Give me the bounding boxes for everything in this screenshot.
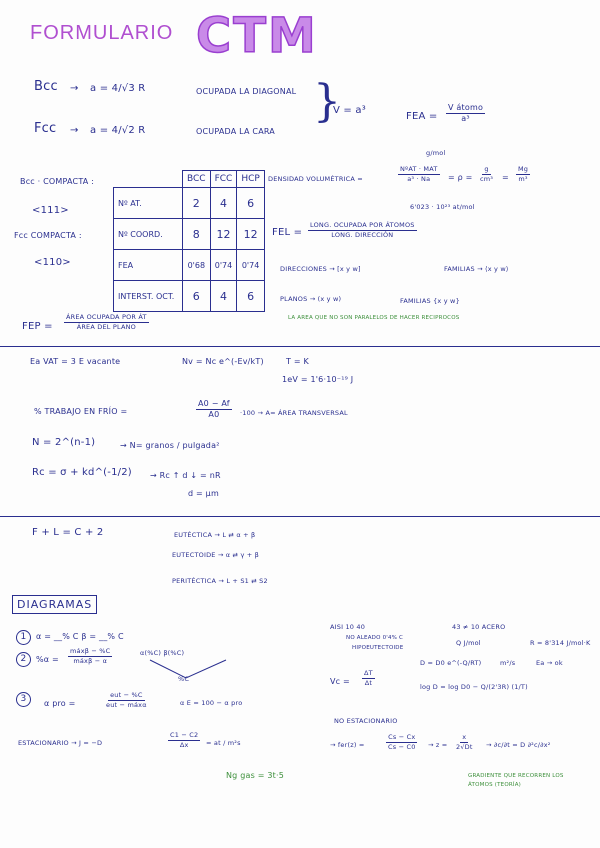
steel-note: 43 ≠ 10 ACERO xyxy=(452,623,506,631)
fcc-compact-dir: <110> xyxy=(34,257,71,268)
unit-numerator: Mg xyxy=(518,165,529,173)
steady-state-fraction xyxy=(168,732,200,748)
structure-properties-table xyxy=(113,170,265,312)
table-cell: 4 xyxy=(210,188,237,219)
cold-work-label: % TRABAJO EN FRÍO = xyxy=(34,407,128,416)
erf-numerator: Cs − Cx xyxy=(388,733,416,741)
table-cell: 6 xyxy=(237,281,264,312)
bcc-formula: a = 4/√3 R xyxy=(90,83,146,94)
cooling-rate-fraction xyxy=(362,670,375,686)
lever-rule-label: %α = xyxy=(36,655,59,664)
fel-label: FEL = xyxy=(272,227,303,238)
error-function-fraction xyxy=(386,734,418,750)
number-circle-icon: 2 xyxy=(16,652,31,667)
vacancy-count: Nv = Nc e^(-Ev/kT) xyxy=(182,357,264,366)
fel-denominator: LONG. DIRECCIÓN xyxy=(331,230,394,239)
lever-denominator: máxβ − α xyxy=(73,656,108,665)
table-row xyxy=(114,281,265,312)
number-circle-icon: 3 xyxy=(16,692,31,707)
proeutectic-fraction xyxy=(104,692,149,708)
ctm-logo: CTM xyxy=(196,8,318,64)
table-cell: 0'74 xyxy=(237,250,264,281)
eutectic-reaction: EUTÉCTICA → L ⇄ α + β xyxy=(174,531,256,539)
z-label: → z = xyxy=(428,741,448,749)
table-cell: 12 xyxy=(237,219,264,250)
cold-work-rest: ·100 → A= ÁREA TRANSVERSAL xyxy=(240,409,348,417)
hall-petch-relation: → Rc ↑ d ↓ = nR xyxy=(150,471,221,480)
peritectic-reaction: PERITÉCTICA → L + S1 ⇄ S2 xyxy=(172,577,268,585)
table-cell: 8 xyxy=(183,219,211,250)
proeutectic-numerator: eut − %C xyxy=(110,691,143,699)
vacancy-energy: Ea VAT = 3 E vacante xyxy=(30,357,121,366)
cold-work-fraction xyxy=(196,400,232,419)
diffusion-equation: D = D0 e^(-Q/RT) xyxy=(420,659,482,667)
grain-number-eq: N = 2^(n-1) xyxy=(32,437,96,448)
number-circle-icon: 1 xyxy=(16,630,31,645)
density-units-1 xyxy=(478,166,495,182)
fel-numerator: LONG. OCUPADA POR ÁTOMOS xyxy=(310,221,415,229)
table-header-row xyxy=(114,171,265,188)
fea-label: FEA = xyxy=(406,111,438,122)
avogadro-note: 6'023 · 10²³ at/mol xyxy=(410,203,475,211)
unit-denominator: m³ xyxy=(518,174,528,183)
non-steady-state-label: NO ESTACIONARIO xyxy=(334,717,398,725)
table-header-cell: BCC xyxy=(183,171,211,188)
gas-note: Ng gas = 3t·5 xyxy=(226,771,285,780)
grain-size-unit: d = μm xyxy=(188,489,219,498)
item-1 xyxy=(16,630,31,645)
z-fraction xyxy=(454,734,475,750)
right-brace-icon: } xyxy=(313,76,341,127)
unit-denominator: cm³ xyxy=(480,174,494,183)
fick-second-law: → ∂c/∂t = D ∂²c/∂x² xyxy=(486,741,551,749)
fep-numerator: ÁREA OCUPADA POR ÁT xyxy=(66,313,147,321)
cooling-numerator: ΔT xyxy=(364,669,373,677)
cooling-rate-label: Vc = xyxy=(330,677,350,686)
fcc-label: Fcc xyxy=(34,121,57,136)
page-title: FORMULARIO xyxy=(30,22,174,44)
table-row xyxy=(114,250,265,281)
arrow-icon: → xyxy=(70,125,79,136)
aisi-code: AISI 10 40 xyxy=(330,623,366,631)
bcc-compact-dir: <111> xyxy=(32,205,69,216)
lever-axis-label: %C xyxy=(178,675,190,683)
table-cell: 0'68 xyxy=(183,250,211,281)
item-3 xyxy=(16,692,31,707)
bcc-label: Bcc xyxy=(34,79,58,94)
cold-work-denominator: A0 xyxy=(208,410,220,419)
table-row xyxy=(114,188,265,219)
table-row-header: FEA xyxy=(114,250,183,281)
table-cell: 12 xyxy=(210,219,237,250)
table-header-cell xyxy=(114,171,183,188)
ea-note: Ea → ok xyxy=(536,659,563,667)
table-cell: 0'74 xyxy=(210,250,237,281)
fep-fraction xyxy=(64,314,149,330)
phase-composition: α = __% C β = __% C xyxy=(36,632,124,641)
table-header-cell: HCP xyxy=(237,171,264,188)
bcc-compact-label: Bcc · COMPACTA : xyxy=(20,177,95,186)
cold-work-numerator: A0 − Af xyxy=(198,399,230,408)
z-numerator: x xyxy=(462,733,467,741)
steady-denominator: Δx xyxy=(179,740,189,749)
volume-formula: V = a³ xyxy=(333,105,366,116)
steady-numerator: C1 − C2 xyxy=(170,731,199,739)
section-divider xyxy=(0,346,600,347)
fep-denominator: ÁREA DEL PLANO xyxy=(76,322,136,331)
fea-fraction xyxy=(446,104,485,123)
grain-number-rest: → N= granos / pulgada² xyxy=(120,441,220,450)
section-divider xyxy=(0,516,600,517)
lever-sides: α(%C) β(%C) xyxy=(140,649,185,657)
gas-constant: R = 8'314 J/mol·K xyxy=(530,639,591,647)
fcc-compact-label: Fcc COMPACTA : xyxy=(14,231,82,240)
activation-energy: Q J/mol xyxy=(456,639,481,647)
fep-label: FEP = xyxy=(22,321,53,332)
table-row-header: Nº AT. xyxy=(114,188,183,219)
table-cell: 4 xyxy=(210,281,237,312)
table-cell: 6 xyxy=(237,188,264,219)
proeutectic-denominator: eut − máxα xyxy=(106,700,147,709)
density-label: DENSIDAD VOLUMÉTRICA = xyxy=(268,175,363,183)
rho-symbol: = ρ = xyxy=(448,173,473,182)
fcc-note: OCUPADA LA CARA xyxy=(196,127,275,136)
bcc-note: OCUPADA LA DIAGONAL xyxy=(196,87,297,96)
table-cell: 2 xyxy=(183,188,211,219)
lever-sketch xyxy=(146,656,236,682)
table-row-header: Nº COORD. xyxy=(114,219,183,250)
hypoeutectoid-label: HIPOEUTECTOIDE xyxy=(352,645,404,651)
table-row xyxy=(114,219,265,250)
plane-families: FAMILIAS {x y w} xyxy=(400,297,460,305)
proeutectic-label: α pro = xyxy=(44,699,76,708)
planes: PLANOS → (x y w) xyxy=(280,295,342,303)
directions: DIRECCIONES → [x y w] xyxy=(280,265,361,273)
eutectoid-reaction: EUTECTOIDE → α ⇄ γ + β xyxy=(172,551,260,559)
fcc-formula: a = 4/√2 R xyxy=(90,125,146,136)
density-units-2 xyxy=(516,166,530,182)
density-numerator: NºAT · MAT xyxy=(400,165,438,173)
gibbs-phase-rule: F + L = C + 2 xyxy=(32,527,104,538)
table-row-header: INTERST. OCT. xyxy=(114,281,183,312)
z-denominator: 2√Dt xyxy=(456,742,473,751)
density-fraction xyxy=(398,166,440,182)
green-note: LA AREA QUE NO SON PARALELOS DE HACER RECIPROCOS xyxy=(288,315,460,321)
item-2 xyxy=(16,652,31,667)
diagrams-heading: DIAGRAMAS xyxy=(12,595,97,614)
ev-conversion: 1eV = 1'6·10⁻¹⁹ J xyxy=(282,375,354,384)
gradient-note: GRADIENTE QUE RECORREN LOS ÁTOMOS (TEORÍA) xyxy=(468,773,564,788)
aisi-sub: NO ALEADO 0'4% C xyxy=(346,635,404,641)
erf-denominator: Cs − C0 xyxy=(388,742,416,751)
fea-denominator: a³ xyxy=(461,114,470,123)
fel-fraction xyxy=(308,222,417,238)
diffusion-units: m²/s xyxy=(500,659,516,667)
cooling-denominator: Δt xyxy=(364,678,373,687)
eutectic-alpha: α E = 100 − α pro xyxy=(180,699,243,707)
density-denominator: a³ · Na xyxy=(407,174,431,183)
lever-rule-fraction xyxy=(68,648,112,664)
steady-state-units: = at / m²s xyxy=(206,739,241,747)
log-diffusion: log D = log D0 − Q/(2'3R) (1/T) xyxy=(420,683,528,691)
error-function-label: → fer(z) = xyxy=(330,741,365,749)
table-header-cell: FCC xyxy=(210,171,237,188)
fea-numerator: V átomo xyxy=(448,103,484,112)
gmol-note: g/mol xyxy=(426,149,446,157)
unit-numerator: g xyxy=(484,165,489,173)
equals-sign: = xyxy=(502,173,509,182)
lever-numerator: máxβ − %C xyxy=(70,647,111,655)
table-cell: 6 xyxy=(183,281,211,312)
steady-state-label: ESTACIONARIO → J = −D xyxy=(18,739,103,747)
temperature-unit: T = K xyxy=(286,357,309,366)
direction-families: FAMILIAS → ⟨x y w⟩ xyxy=(444,265,509,273)
hall-petch-eq: Rc = σ + kd^(-1/2) xyxy=(32,467,132,478)
arrow-icon: → xyxy=(70,83,79,94)
